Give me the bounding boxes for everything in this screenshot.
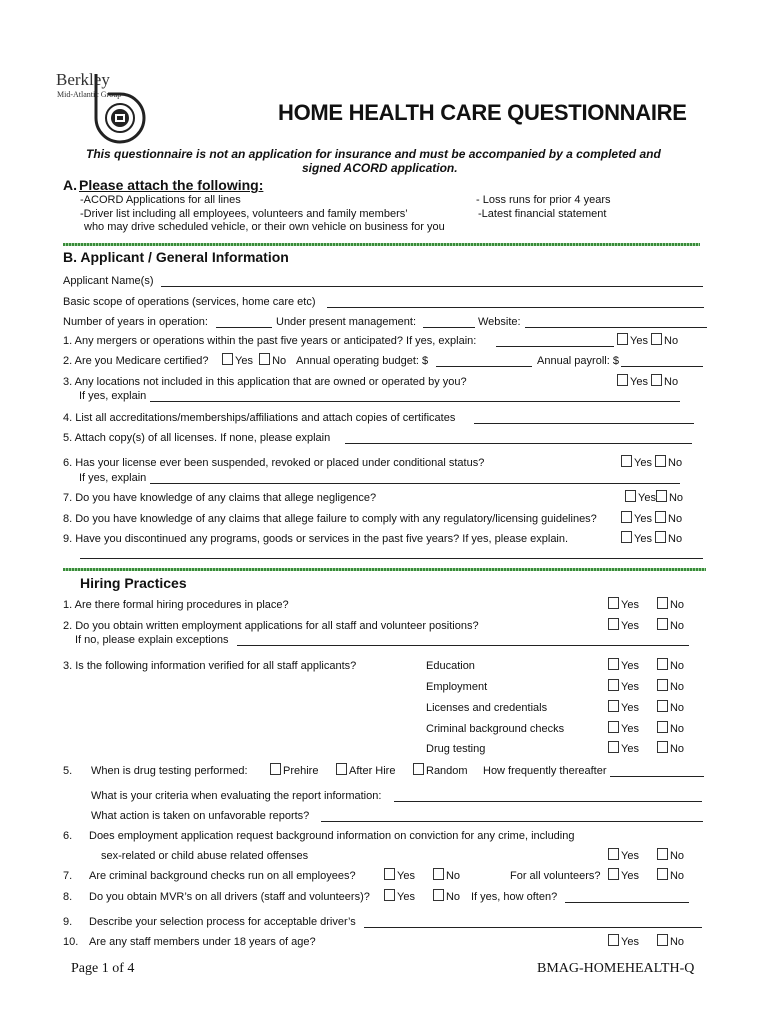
scope-field[interactable] xyxy=(327,297,704,308)
b1-yes-no xyxy=(617,333,678,347)
question-h5: When is drug testing performed: xyxy=(91,765,248,777)
checkbox[interactable] xyxy=(433,868,444,880)
yes-label: Yes xyxy=(397,891,415,903)
checkbox[interactable] xyxy=(384,868,395,880)
b4-field[interactable] xyxy=(474,413,694,424)
h9-field[interactable] xyxy=(364,917,702,928)
h7-number: 7. xyxy=(63,870,73,882)
h5-action-field[interactable] xyxy=(321,811,703,822)
question-b5: 5. Attach copy(s) of all licenses. If none, please explain xyxy=(63,432,331,444)
checkbox[interactable] xyxy=(608,848,619,860)
checkbox[interactable] xyxy=(657,934,668,946)
no-label: No xyxy=(445,891,461,903)
b7-yes-no xyxy=(625,490,683,504)
no-label: No xyxy=(669,743,685,755)
yes-label: Yes xyxy=(621,620,639,632)
checkbox[interactable] xyxy=(608,721,619,733)
budget-label: Annual operating budget: $ xyxy=(296,355,429,367)
b3-explain-label: If yes, explain xyxy=(79,390,147,402)
no-label: No xyxy=(668,492,684,504)
no-label: No xyxy=(669,620,685,632)
yes-label: Yes xyxy=(621,870,639,882)
no-label: No xyxy=(445,870,461,882)
verify-item: Criminal background checks xyxy=(426,723,565,735)
checkbox[interactable] xyxy=(259,353,270,365)
under-mgmt-field[interactable] xyxy=(423,317,475,328)
checkbox[interactable] xyxy=(608,868,619,880)
verify-item: Education xyxy=(426,660,475,672)
no-label: No xyxy=(669,702,685,714)
option-label: Prehire xyxy=(283,765,319,777)
question-b7: 7. Do you have knowledge of any claims that allege negligence? xyxy=(63,492,377,504)
website-label: Website: xyxy=(478,316,521,328)
verify-yes-no xyxy=(608,679,684,693)
checkbox[interactable] xyxy=(657,868,668,880)
no-label: No xyxy=(669,660,685,672)
yes-label: Yes xyxy=(621,702,639,714)
checkbox[interactable] xyxy=(655,531,666,543)
checkbox[interactable] xyxy=(657,721,668,733)
h8-yes-no xyxy=(384,889,460,903)
checkbox[interactable] xyxy=(657,700,668,712)
h10-number: 10. xyxy=(63,936,79,948)
no-label: No xyxy=(668,513,683,525)
section-b-heading: B. Applicant / General Information xyxy=(63,249,289,265)
budget-field[interactable] xyxy=(436,356,532,367)
checkbox[interactable] xyxy=(608,934,619,946)
yes-label: Yes xyxy=(634,457,652,469)
checkbox[interactable] xyxy=(270,763,281,775)
checkbox[interactable] xyxy=(608,679,619,691)
h5-frequency-field[interactable] xyxy=(610,766,704,777)
question-h6: Does employment application request background information on conviction for any crime, including xyxy=(89,830,575,842)
yes-label: Yes xyxy=(621,660,639,672)
question-h10: Are any staff members under 18 years of age? xyxy=(89,936,316,948)
b6-explain-field[interactable] xyxy=(150,473,680,484)
yes-label: Yes xyxy=(621,599,639,611)
h1-yes-no xyxy=(608,597,684,611)
no-label: No xyxy=(668,533,683,545)
question-h2: 2. Do you obtain written employment applications for all staff and volunteer positions? xyxy=(63,620,479,632)
checkbox[interactable] xyxy=(433,889,444,901)
no-label: No xyxy=(669,870,685,882)
logo-emblem-icon xyxy=(88,72,150,144)
applicant-name-field[interactable] xyxy=(161,276,703,287)
section-divider xyxy=(63,243,700,246)
question-h8: Do you obtain MVR’s on all drivers (staff and volunteers)? xyxy=(89,891,370,903)
attach-item: -Latest financial statement xyxy=(478,208,607,220)
section-a-letter: A. xyxy=(63,177,77,193)
h6-yes-no xyxy=(608,848,684,862)
yes-label: Yes xyxy=(621,743,639,755)
b6-yes-no xyxy=(621,455,682,469)
question-b6: 6. Has your license ever been suspended, revoked or placed under conditional status? xyxy=(63,457,485,469)
attach-item: - Loss runs for prior 4 years xyxy=(476,194,611,206)
attach-item: who may drive scheduled vehicle, or their own vehicle on business for you xyxy=(84,221,445,233)
verify-yes-no xyxy=(608,721,684,735)
no-label: No xyxy=(669,599,685,611)
notice-line-1: This questionnaire is not an application for insurance and must be accompanied by a completed and xyxy=(86,147,661,161)
checkbox[interactable] xyxy=(384,889,395,901)
yes-label: Yes xyxy=(634,513,652,525)
checkbox[interactable] xyxy=(655,511,666,523)
checkbox[interactable] xyxy=(336,763,347,775)
checkbox[interactable] xyxy=(617,333,628,345)
b5-field[interactable] xyxy=(345,433,692,444)
page-title: HOME HEALTH CARE QUESTIONNAIRE xyxy=(278,100,687,125)
payroll-label: Annual payroll: $ xyxy=(537,355,619,367)
checkbox[interactable] xyxy=(608,700,619,712)
question-b1: 1. Any mergers or operations within the past five years or anticipated? If yes, explain: xyxy=(63,335,477,347)
verify-yes-no xyxy=(608,658,684,672)
checkbox[interactable] xyxy=(655,455,666,467)
option-label: After Hire xyxy=(349,765,396,777)
checkbox[interactable] xyxy=(657,658,668,670)
question-h9: Describe your selection process for acceptable driver’s xyxy=(89,916,356,928)
checkbox[interactable] xyxy=(651,333,662,345)
checkbox[interactable] xyxy=(617,374,628,386)
checkbox[interactable] xyxy=(621,531,632,543)
h5-random xyxy=(413,763,468,777)
yes-label: Yes xyxy=(621,936,639,948)
question-b9: 9. Have you discontinued any programs, goods or services in the past five years? If yes, please explain. xyxy=(63,533,569,545)
checkbox[interactable] xyxy=(656,490,667,502)
h7-yes-no xyxy=(384,868,460,882)
yes-label: Yes xyxy=(630,335,648,347)
verify-yes-no xyxy=(608,700,684,714)
h5-prehire xyxy=(270,763,318,777)
years-op-label: Number of years in operation: xyxy=(63,316,208,328)
b1-explain-field[interactable] xyxy=(496,336,614,347)
h2-explain-field[interactable] xyxy=(237,635,689,646)
option-label: Random xyxy=(426,765,468,777)
no-label: No xyxy=(669,936,685,948)
h5-criteria-field[interactable] xyxy=(394,791,702,802)
no-label: No xyxy=(664,335,679,347)
b3-yes-no xyxy=(617,374,678,388)
no-label: No xyxy=(669,681,685,693)
no-label: No xyxy=(668,457,683,469)
attach-item: -ACORD Applications for all lines xyxy=(80,194,241,206)
question-b4: 4. List all accreditations/memberships/affiliations and attach copies of certificates xyxy=(63,412,456,424)
logo-brand: Berkley xyxy=(56,70,110,89)
b9-yes-no xyxy=(621,531,682,545)
h2-yes-no xyxy=(608,618,684,632)
yes-label: Yes xyxy=(630,376,648,388)
question-h6b: sex-related or child abuse related offenses xyxy=(101,850,309,862)
checkbox[interactable] xyxy=(625,490,636,502)
checkbox[interactable] xyxy=(657,848,668,860)
h5-frequency-label: How frequently thereafter xyxy=(483,765,607,777)
b6-explain-label: If yes, explain xyxy=(79,472,147,484)
question-b3: 3. Any locations not included in this application that are owned or operated by you? xyxy=(63,376,467,388)
question-h1: 1. Are there formal hiring procedures in place? xyxy=(63,599,289,611)
checkbox[interactable] xyxy=(608,597,619,609)
verify-item: Drug testing xyxy=(426,743,486,755)
yes-label: Yes xyxy=(634,533,652,545)
checkbox[interactable] xyxy=(608,741,619,753)
form-id: BMAG-HOMEHEALTH-Q xyxy=(537,961,695,976)
no-label: No xyxy=(664,376,679,388)
section-divider xyxy=(63,568,706,571)
scope-label: Basic scope of operations (services, home care etc) xyxy=(63,296,316,308)
section-a-heading: Please attach the following: xyxy=(79,177,264,193)
hiring-heading: Hiring Practices xyxy=(80,575,187,591)
verify-yes-no xyxy=(608,741,684,755)
yes-label: Yes xyxy=(621,681,639,693)
b8-yes-no xyxy=(621,511,682,525)
yes-label: Yes xyxy=(621,850,639,862)
page-number: Page 1 of 4 xyxy=(71,961,135,976)
h6-number: 6. xyxy=(63,830,73,842)
question-b2: 2. Are you Medicare certified? xyxy=(63,355,209,367)
checkbox[interactable] xyxy=(621,455,632,467)
h5-action-label: What action is taken on unfavorable reports? xyxy=(91,810,310,822)
website-field[interactable] xyxy=(525,317,707,328)
h8-often-label: If yes, how often? xyxy=(471,891,558,903)
checkbox[interactable] xyxy=(222,353,233,365)
under-mgmt-label: Under present management: xyxy=(276,316,417,328)
checkbox[interactable] xyxy=(657,741,668,753)
checkbox[interactable] xyxy=(608,658,619,670)
yes-label: Yes xyxy=(397,870,415,882)
checkbox[interactable] xyxy=(657,597,668,609)
checkbox[interactable] xyxy=(413,763,424,775)
h9-number: 9. xyxy=(63,916,73,928)
checkbox[interactable] xyxy=(608,618,619,630)
h8-often-field[interactable] xyxy=(565,892,689,903)
verify-item: Employment xyxy=(426,681,488,693)
h10-yes-no xyxy=(608,934,684,948)
h5-number: 5. xyxy=(63,765,73,777)
no-label: No xyxy=(669,723,685,735)
notice-line-2: signed ACORD application. xyxy=(302,161,458,175)
yes-label: Yes xyxy=(638,492,656,504)
h5-after-hire xyxy=(336,763,395,777)
checkbox[interactable] xyxy=(651,374,662,386)
logo-subtitle: Mid-Atlantic Group xyxy=(57,90,122,99)
checkbox[interactable] xyxy=(657,618,668,630)
checkbox[interactable] xyxy=(621,511,632,523)
b2-yes-no xyxy=(222,353,286,367)
h2-explain-label: If no, please explain exceptions xyxy=(75,634,229,646)
attach-item: -Driver list including all employees, volunteers and family members’ xyxy=(80,208,408,220)
h7-vol-yes-no xyxy=(608,868,684,882)
h7-volunteers-label: For all volunteers? xyxy=(510,870,601,882)
no-label: No xyxy=(272,355,287,367)
question-h3: 3. Is the following information verified for all staff applicants? xyxy=(63,660,357,672)
yes-label: Yes xyxy=(621,723,639,735)
payroll-field[interactable] xyxy=(621,356,703,367)
yes-label: Yes xyxy=(235,355,253,367)
no-label: No xyxy=(669,850,685,862)
question-h7: Are criminal background checks run on all employees? xyxy=(89,870,356,882)
years-op-field[interactable] xyxy=(216,317,272,328)
checkbox[interactable] xyxy=(657,679,668,691)
question-b8: 8. Do you have knowledge of any claims that allege failure to comply with any regulatory/licensing guidelines? xyxy=(63,513,597,525)
applicant-name-label: Applicant Name(s) xyxy=(63,275,154,287)
verify-item: Licenses and credentials xyxy=(426,702,548,714)
b9-explain-field[interactable] xyxy=(80,548,703,559)
h5-criteria-label: What is your criteria when evaluating the report information: xyxy=(91,790,382,802)
b3-explain-field[interactable] xyxy=(150,391,680,402)
h8-number: 8. xyxy=(63,891,73,903)
